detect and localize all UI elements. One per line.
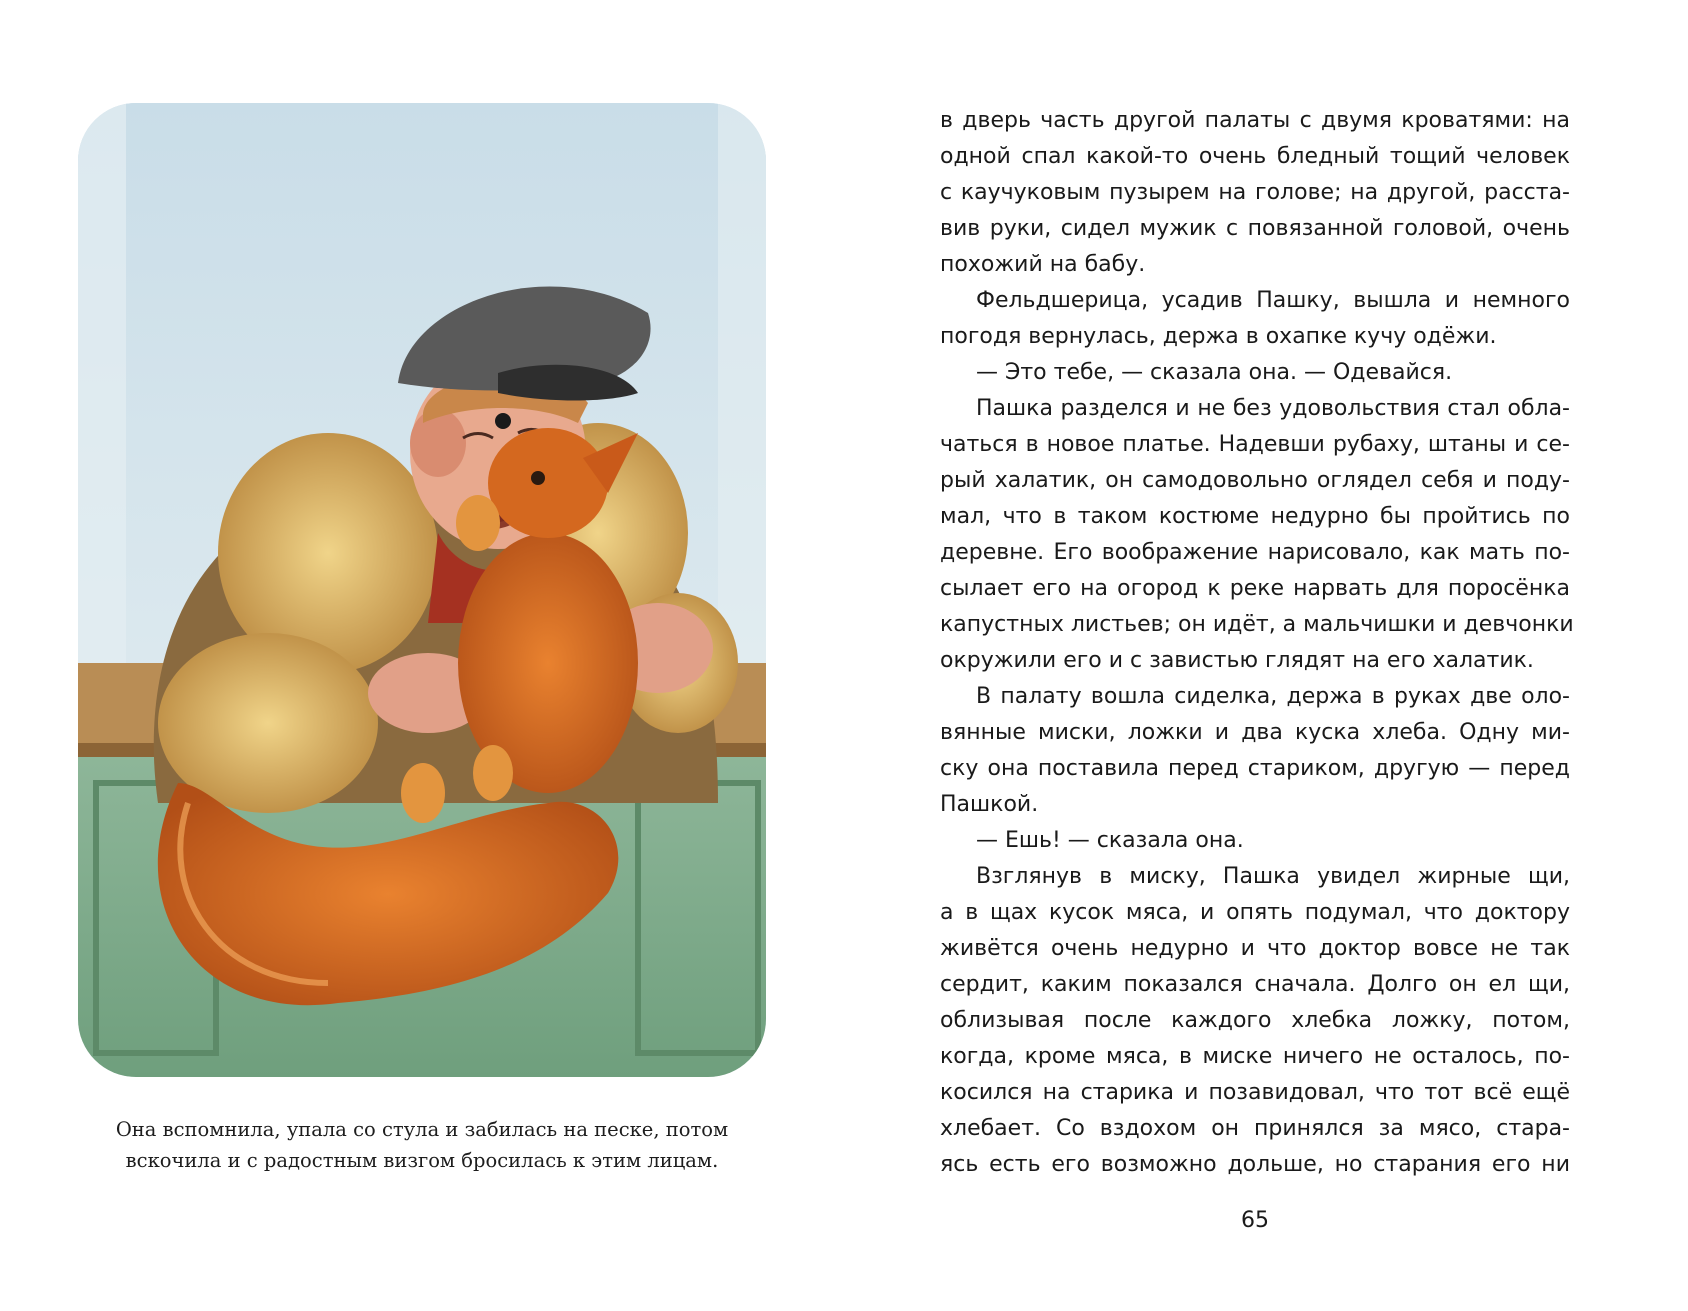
text-line: когда, кроме мяса, в миске ничего не осталось, по- — [940, 1044, 1570, 1069]
text-line: чаться в новое платье. Надевши рубаху, штаны и се- — [940, 432, 1570, 457]
text-line: — Это тебе, — сказала она. — Одевайся. — [976, 360, 1453, 385]
text-line: ясь есть его возможно дольше, но старания его ни — [940, 1152, 1570, 1177]
text-line: сердит, каким показался сначала. Долго он ел щи, — [940, 972, 1570, 997]
text-line: вив руки, сидел мужик с повязанной головой, очень — [940, 216, 1570, 241]
caption-line: Она вспомнила, упала со стула и забилась на песке, потом — [115, 1118, 729, 1141]
text-line: а в щах кусок мяса, и опять подумал, что доктору — [940, 900, 1570, 925]
caption-line: вскочила и с радостным визгом бросилась к этим лицам. — [125, 1149, 719, 1172]
illustration-boy-with-squirrel-icon — [78, 103, 766, 1077]
text-line: в дверь часть другой палаты с двумя кроватями: на — [940, 108, 1570, 133]
illustration-caption — [78, 1114, 766, 1176]
text-line: Фельдшерица, усадив Пашку, вышла и немного — [976, 288, 1570, 313]
body-text — [940, 103, 1574, 1183]
text-line: облизывая после каждого хлебка ложку, потом, — [940, 1008, 1570, 1033]
text-line: косился на старика и позавидовал, что тот всё ещё — [940, 1080, 1570, 1105]
text-line: капустных листьев; он идёт, а мальчишки и девчонки — [940, 612, 1574, 637]
text-line: мал, что в таком костюме недурно бы пройтись по — [940, 504, 1570, 529]
text-line: Пашка разделся и не без удовольствия стал обла- — [976, 396, 1570, 421]
illustration — [78, 103, 766, 1077]
text-line: с каучуковым пузырем на голове; на другой, расста- — [940, 180, 1570, 205]
text-line: окружили его и с завистью глядят на его халатик. — [940, 648, 1534, 673]
text-line: похожий на бабу. — [940, 252, 1146, 277]
page-number: 65 — [1241, 1208, 1269, 1233]
text-line: сылает его на огород к реке нарвать для поросёнка — [940, 576, 1570, 601]
text-line: Взглянув в миску, Пашка увидел жирные щи, — [976, 864, 1570, 889]
text-line: ску она поставила перед стариком, другую — перед — [940, 756, 1570, 781]
text-line: деревне. Его воображение нарисовало, как мать по- — [940, 540, 1570, 565]
text-line: хлебает. Со вздохом он принялся за мясо, стара- — [940, 1116, 1570, 1141]
text-line: Пашкой. — [940, 792, 1039, 817]
text-line: погодя вернулась, держа в охапке кучу одёжи. — [940, 324, 1497, 349]
text-line: рый халатик, он самодовольно оглядел себя и поду- — [940, 468, 1570, 493]
text-line: живётся очень недурно и что доктор вовсе не так — [940, 936, 1570, 961]
text-line: одной спал какой-то очень бледный тощий человек — [940, 144, 1570, 169]
text-line: вянные миски, ложки и два куска хлеба. Одну ми- — [940, 720, 1570, 745]
text-line: В палату вошла сиделка, держа в руках две оло- — [976, 684, 1570, 709]
text-line: — Ешь! — сказала она. — [976, 828, 1244, 853]
